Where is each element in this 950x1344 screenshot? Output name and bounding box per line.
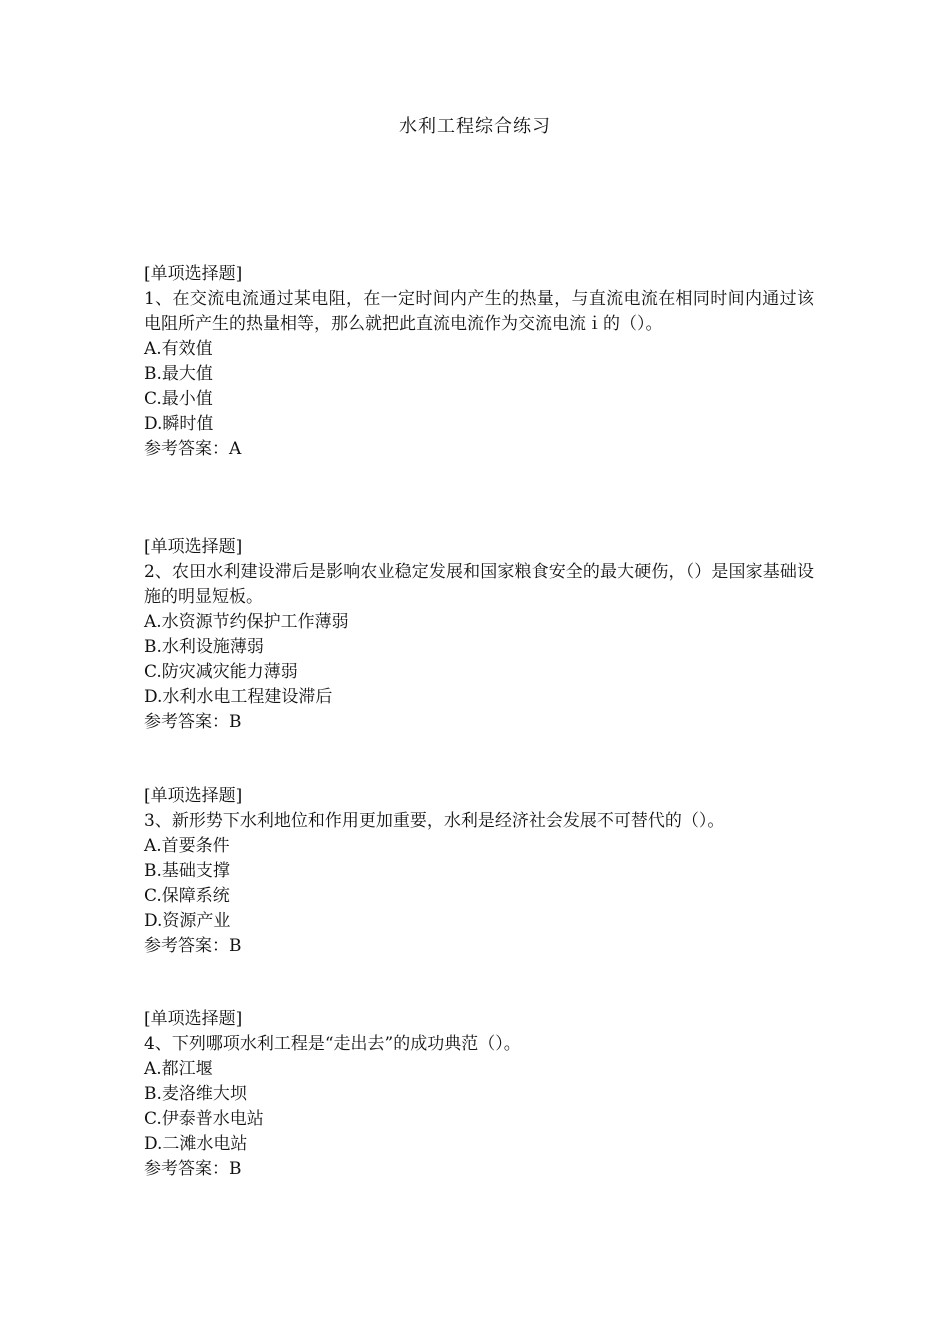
question-type-label: [单项选择题]	[144, 264, 243, 284]
option-a: A.都江堰	[144, 1059, 213, 1079]
question-stem: 4、下列哪项水利工程是“走出去”的成功典范（）。	[144, 1034, 521, 1054]
option-a: A.首要条件	[144, 836, 230, 856]
document-title: 水利工程综合练习	[399, 116, 551, 137]
question-block	[144, 535, 814, 735]
question-block	[144, 262, 814, 462]
question-type-label: [单项选择题]	[144, 537, 243, 557]
reference-answer: 参考答案：B	[144, 1159, 242, 1179]
option-list	[144, 337, 814, 437]
option-d: D.资源产业	[144, 911, 231, 931]
question-block	[144, 784, 814, 959]
question-stem: 1、在交流电流通过某电阻，在一定时间内产生的热量，与直流电流在相同时间内通过该电阻所产生的热量相等，那么就把此直流电流作为交流电流ｉ的（）。	[144, 289, 814, 334]
option-d: D.瞬时值	[144, 414, 214, 434]
option-list	[144, 1057, 814, 1157]
option-d: D.水利水电工程建设滞后	[144, 687, 333, 707]
question-stem: 2、农田水利建设滞后是影响农业稳定发展和国家粮食安全的最大硬伤，（）是国家基础设施的明显短板。	[144, 562, 814, 607]
option-list	[144, 610, 814, 710]
reference-answer: 参考答案：B	[144, 936, 242, 956]
question-type-label: [单项选择题]	[144, 1009, 243, 1029]
reference-answer: 参考答案：B	[144, 712, 242, 732]
reference-answer: 参考答案：A	[144, 439, 242, 459]
question-block	[144, 1007, 814, 1182]
option-a: A.有效值	[144, 339, 213, 359]
question-stem: 3、新形势下水利地位和作用更加重要，水利是经济社会发展不可替代的（）。	[144, 811, 725, 831]
option-c: C.最小值	[144, 389, 213, 409]
option-b: B.最大值	[144, 364, 213, 384]
option-b: B.基础支撑	[144, 861, 230, 881]
option-c: C.防灾减灾能力薄弱	[144, 662, 298, 682]
option-b: B.水利设施薄弱	[144, 637, 264, 657]
option-list	[144, 834, 814, 934]
question-type-label: [单项选择题]	[144, 786, 243, 806]
option-c: C.伊泰普水电站	[144, 1109, 264, 1129]
option-a: A.水资源节约保护工作薄弱	[144, 612, 349, 632]
option-d: D.二滩水电站	[144, 1134, 248, 1154]
option-c: C.保障系统	[144, 886, 230, 906]
option-b: B.麦洛维大坝	[144, 1084, 247, 1104]
